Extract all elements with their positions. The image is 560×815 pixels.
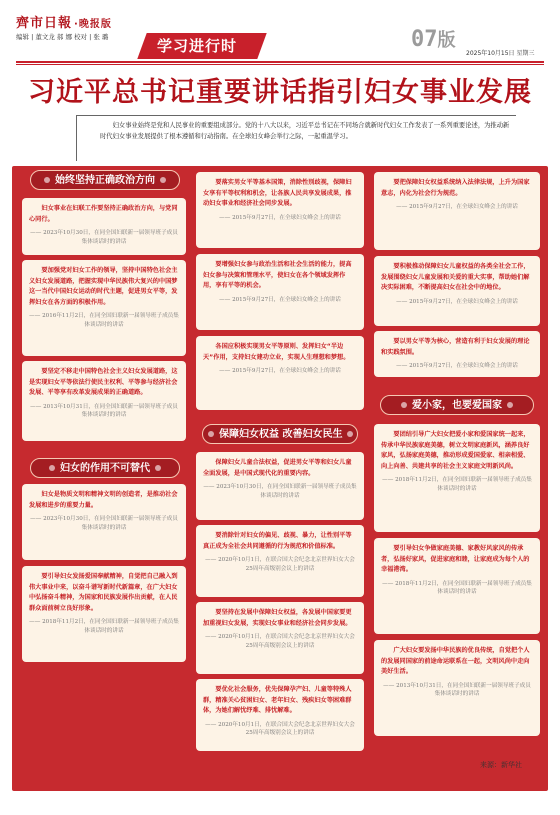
quote-source: —— 2023年10月30日，在同全国妇联新一届领导班子成员集体谈话时的讲话 (29, 515, 179, 532)
section-heading: 爱小家，也要爱国家 (380, 395, 534, 415)
quote-card (22, 361, 186, 441)
quote-card (374, 538, 540, 634)
quote-card (196, 602, 364, 674)
quote-source: —— 2020年10月1日，在联合国大会纪念北京世界妇女大会25周年高级别会议上的讲话 (203, 721, 357, 738)
quote-source: —— 2013年10月31日，在同全国妇联新一届领导班子成员集体谈话时的讲话 (381, 682, 533, 699)
section-heading: 保障妇女权益 改善妇女民生 (202, 424, 358, 444)
quote-source: —— 2015年9月27日，在全球妇女峰会上的讲话 (381, 203, 533, 212)
section-name: 学习进行时 (157, 37, 238, 55)
editor-credits: 编辑 | 董文龙 郝 娜 校对 | 张 璐 (16, 33, 109, 41)
quote-card (196, 336, 364, 410)
quote-text: 要坚定不移走中国特色社会主义妇女发展道路，这是实现妇女平等依法行使民主权利、平等参与经济社会发展、平等享有改革发展成果的正确道路。 (29, 368, 178, 397)
quote-source: —— 2015年9月27日，在全球妇女峰会上的讲话 (203, 296, 357, 305)
header-rule-thin (16, 64, 544, 65)
quote-text: 要落实男女平等基本国策，消除性别歧视，保障妇女享有平等权利和机会，让各族人民共享发展成果，推动妇女事业和经济社会同步发展。 (203, 179, 352, 208)
page-number: 07版 (411, 27, 456, 52)
quote-text: 要积极推动保障妇女儿童权益的各类全社会工作，发展围绕妇女儿童发展和关爱的重大实事，帮助她们解决实际困难，不断提高妇女在社会中的地位。 (381, 263, 530, 292)
quote-text: 要消除针对妇女的偏见、歧视、暴力，让性别平等真正成为全社会共同遵循的行为规范和价值标准。 (203, 532, 352, 550)
section-heading: 始终坚持正确政治方向 (30, 170, 180, 190)
quote-source: —— 2018年11月2日，在同全国妇联新一届领导班子成员集体谈话时的讲话 (29, 618, 179, 635)
quote-source: —— 2013年10月31日，在同全国妇联新一届领导班子成员集体谈话时的讲话 (29, 403, 179, 420)
article-title: 习近平总书记重要讲话指引妇女事业发展 (28, 77, 532, 108)
quote-source: —— 2015年9月27日，在全球妇女峰会上的讲话 (203, 214, 357, 223)
quote-text: 妇女事业在妇联工作要坚持正确政治方向，与党同心同行。 (29, 205, 178, 223)
quote-card (196, 525, 364, 597)
quote-text: 广大妇女要发扬中华民族的优良传统，自觉把个人的发展同国家的前途命运联系在一起，文明风尚中走向美好生活。 (381, 647, 530, 676)
quote-source: —— 2015年9月27日，在全球妇女峰会上的讲话 (381, 362, 533, 371)
quote-card (22, 484, 186, 560)
quote-card (374, 640, 540, 736)
quote-source: —— 2018年11月2日，在同全国妇联新一届领导班子成员集体谈话时的讲话 (381, 580, 533, 597)
quote-text: 要增强妇女参与政治生活和社会生活的能力，提高妇女参与决策和管理水平，使妇女在各个领域发挥作用，享有平等的机会。 (203, 261, 352, 290)
quote-card (196, 172, 364, 248)
source-credit: 来源：新华社 (480, 761, 522, 769)
header-rule (16, 61, 544, 63)
quote-source: —— 2023年10月30日，在同全国妇联新一届领导班子成员集体谈话时的讲话 (29, 229, 179, 246)
quote-text: 要加强党对妇女工作的领导，坚持中国特色社会主义妇女发展道路，把握实现中华民族伟大复兴的中国梦这一当代中国妇女运动的时代主题，促进男女平等，发挥妇女在各方面的积极作用。 (29, 267, 178, 306)
quote-card (22, 198, 186, 255)
quote-text: 各国应积极实现男女平等原则、发挥妇女“半边天”作用，支持妇女建功立业，实现人生理想和梦想。 (203, 343, 350, 361)
quote-card (374, 172, 540, 250)
quote-card (374, 331, 540, 377)
quote-text: 要把保障妇女权益系统纳入法律法规，上升为国家意志，内化为社会行为规范。 (381, 179, 530, 197)
article-intro: 妇女事业始终是党和人民事业的重要组成部分。党的十八大以来，习近平总书记在不同场合就新时代妇女工作发表了一系列重要论述，为推动新时代妇女事业发展提供了根本遵循和行动指南。在全球妇女峰会举行之际，一起重温学习。 (100, 122, 510, 140)
quote-source: —— 2015年9月27日，在全球妇女峰会上的讲话 (381, 298, 533, 307)
quote-text: 保障妇女儿童合法权益，促进男女平等和妇女儿童全面发展，是中国式现代化的重要内容。 (203, 459, 352, 477)
quote-card (196, 254, 364, 330)
quote-text: 要引导妇女争做家庭美德、家教好风家风的传承者，弘扬好家风，促进家庭和睦，让家庭成为每个人的幸福港湾。 (381, 545, 530, 574)
quote-text: 要团结引导广大妇女把爱小家和爱国家统一起来，传承中华民族家庭美德，树立文明家庭新风，涵养良好家风，弘扬家庭美德，推动形成爱国爱家、相亲相爱、向上向善、共建共享的社会主义家庭文明新风尚。 (381, 431, 530, 470)
quote-card (196, 679, 364, 751)
quote-text: 要坚持在发展中保障妇女权益，各发展中国家要更加重视妇女发展，实现妇女事业和经济社会同步发展。 (203, 609, 352, 627)
quote-source: —— 2018年11月2日，在同全国妇联新一届领导班子成员集体谈话时的讲话 (381, 476, 533, 493)
quote-source: —— 2023年10月30日，在同全国妇联新一届领导班子成员集体谈话时的讲话 (203, 483, 357, 500)
quote-text: 妇女是物质文明和精神文明的创造者，是推动社会发展和进步的重要力量。 (29, 491, 178, 509)
quote-text: 要引导妇女发扬爱国奉献精神，自觉把自己融入到伟大事业中来，以奋斗谱写新时代新篇章，在广大妇女中弘扬奋斗精神，为国家和民族发展作出贡献，在人民群众面前树立良好形象。 (29, 573, 178, 612)
masthead (0, 0, 560, 62)
section-heading: 妇女的作用不可替代 (30, 458, 180, 478)
quote-source: —— 2020年10月1日，在联合国大会纪念北京世界妇女大会25周年高级别会议上的讲话 (203, 633, 357, 650)
quote-card (374, 256, 540, 326)
quote-card (22, 260, 186, 356)
quote-card (374, 424, 540, 532)
quote-text: 要以男女平等为核心，营造有利于妇女发展的理论和实践氛围。 (381, 338, 530, 356)
issue-date: 2025年10月15日 星期三 (466, 50, 535, 57)
quote-text: 要优化社会服务，优先保障孕产妇、儿童等特殊人群，精准关心贫困妇女、老年妇女、残疾妇女等困难群体，为她们解忧纾难、排忧解难。 (203, 686, 352, 715)
quote-source: —— 2020年10月1日，在联合国大会纪念北京世界妇女大会25周年高级别会议上的讲话 (203, 556, 357, 573)
quote-card (22, 566, 186, 662)
newspaper-logo: 齊市日報 ·晚报版 (16, 16, 112, 31)
quote-source: —— 2016年11月2日，在同全国妇联新一届领导班子成员集体谈话时的讲话 (29, 312, 179, 329)
quote-card (196, 452, 364, 520)
quote-source: —— 2015年9月27日，在全球妇女峰会上的讲话 (203, 367, 357, 376)
